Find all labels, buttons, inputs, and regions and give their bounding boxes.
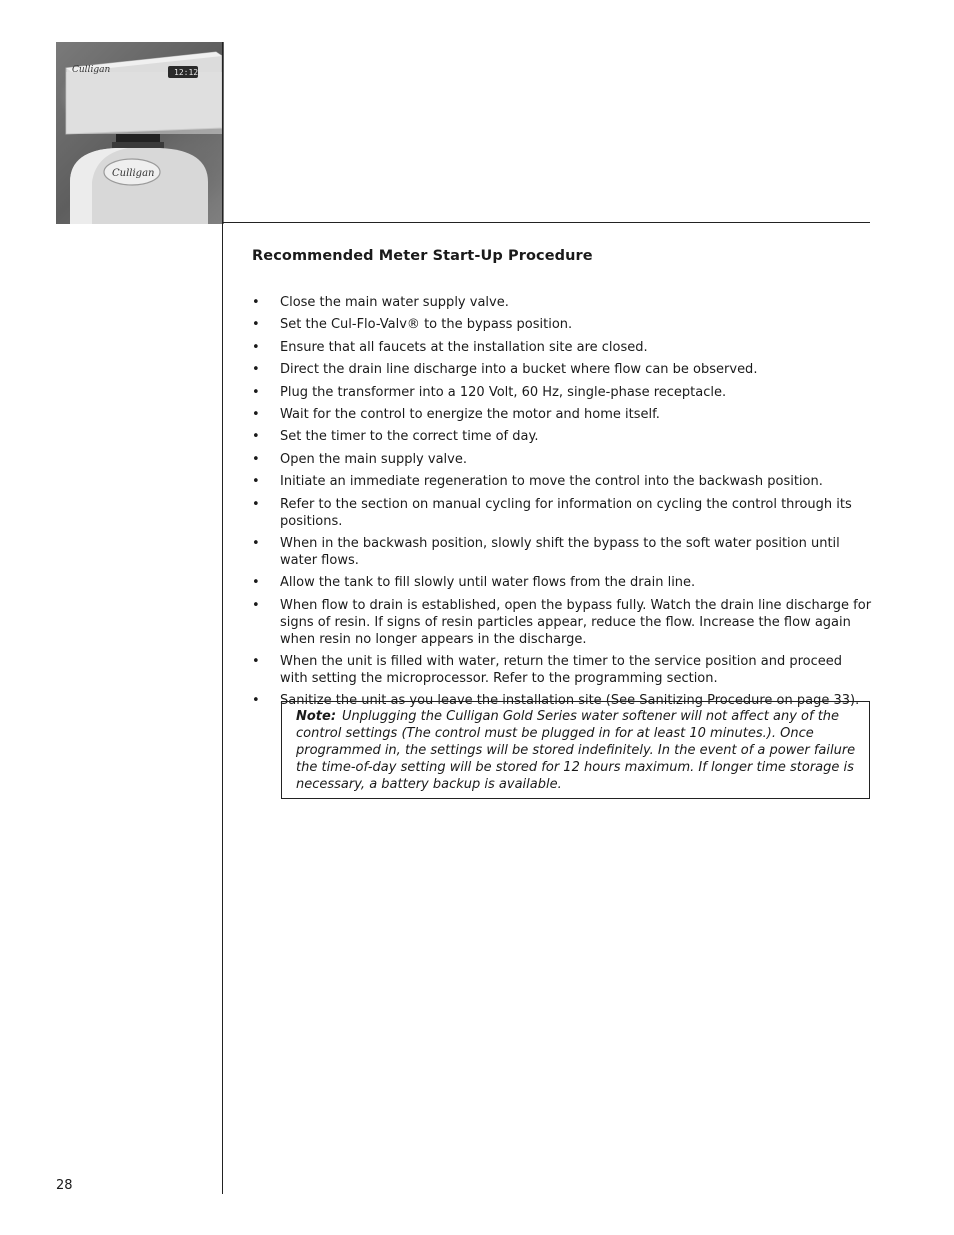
- bullet-icon: •: [252, 575, 260, 591]
- list-item: [252, 496, 872, 530]
- step-text: Open the main supply valve.: [280, 451, 467, 467]
- step-text: When the unit is filled with water, return the timer to the service position and proceed with setting the microprocessor. Refer to the programming section.: [280, 654, 842, 687]
- brand-logo-top: Culligan: [72, 65, 111, 75]
- step-text: Sanitize the unit as you leave the installation site (See Sanitizing Procedure on page 33).: [280, 693, 860, 709]
- bullet-icon: •: [252, 474, 260, 490]
- list-item: [252, 361, 872, 378]
- step-text: Plug the transformer into a 120 Volt, 60 Hz, single-phase receptacle.: [280, 384, 727, 400]
- list-item: [252, 339, 872, 356]
- list-item: [252, 653, 872, 687]
- list-item: [252, 384, 872, 401]
- step-text: When in the backwash position, slowly shift the bypass to the soft water position until water flows.: [280, 535, 840, 568]
- bullet-icon: •: [252, 406, 260, 422]
- section-heading: Recommended Meter Start-Up Procedure: [252, 248, 593, 264]
- bullet-icon: •: [252, 693, 260, 709]
- water-softener-illustration: [56, 42, 224, 224]
- bullet-icon: •: [252, 496, 260, 512]
- note-box: [281, 701, 870, 799]
- step-text: Refer to the section on manual cycling for information on cycling the control through its positions.: [280, 496, 852, 529]
- list-item: [252, 473, 872, 490]
- step-text: When flow to drain is established, open the bypass fully. Watch the drain line discharge for signs of resin. If signs of resin particles appear, reduce the flow. Increase the flow again when resin no longer appears in the discharge.: [280, 597, 872, 647]
- product-photo: [56, 42, 224, 224]
- list-item: [252, 597, 872, 648]
- procedure-steps-list: [252, 294, 872, 715]
- step-text: Direct the drain line discharge into a bucket where flow can be observed.: [280, 362, 758, 378]
- list-item: [252, 574, 872, 591]
- brand-logo-tank: Culligan: [112, 168, 155, 179]
- list-item: [252, 451, 872, 468]
- bullet-icon: •: [252, 429, 260, 445]
- bullet-icon: •: [252, 362, 260, 378]
- lcd-display-value: 12:12: [174, 68, 199, 77]
- list-item: [252, 535, 872, 569]
- step-text: Initiate an immediate regeneration to move the control into the backwash position.: [280, 474, 823, 490]
- step-text: Set the Cul-Flo-Valv® to the bypass position.: [280, 317, 573, 333]
- bullet-icon: •: [252, 339, 260, 355]
- list-item: [252, 428, 872, 445]
- list-item: [252, 294, 872, 311]
- bullet-icon: •: [252, 317, 260, 333]
- note-text: Unplugging the Culligan Gold Series water softener will not affect any of the control settings (The control must be plugged in for at least 10 minutes.). Once programmed in, the settings will be stored indefinitely. In the event of a power failure the time-of-day setting will be stored for 12 hours maximum. If longer time storage is necessary, a battery backup is available.: [296, 709, 856, 792]
- bullet-icon: •: [252, 597, 260, 613]
- list-item: [252, 316, 872, 333]
- bullet-icon: •: [252, 384, 260, 400]
- bullet-icon: •: [252, 295, 260, 310]
- header-rule: [222, 222, 870, 223]
- note-label: Note:: [296, 709, 337, 724]
- bullet-icon: •: [252, 451, 260, 467]
- step-text: Close the main water supply valve.: [280, 295, 509, 310]
- page-number: 28: [56, 1178, 73, 1193]
- bullet-icon: •: [252, 535, 260, 551]
- step-text: Ensure that all faucets at the installation site are closed.: [280, 339, 648, 355]
- step-text: Set the timer to the correct time of day.: [280, 429, 539, 445]
- step-text: Allow the tank to fill slowly until water flows from the drain line.: [280, 575, 696, 591]
- left-margin-rule: [222, 42, 223, 1194]
- step-text: Wait for the control to energize the motor and home itself.: [280, 406, 660, 422]
- bullet-icon: •: [252, 654, 260, 670]
- list-item: [252, 406, 872, 423]
